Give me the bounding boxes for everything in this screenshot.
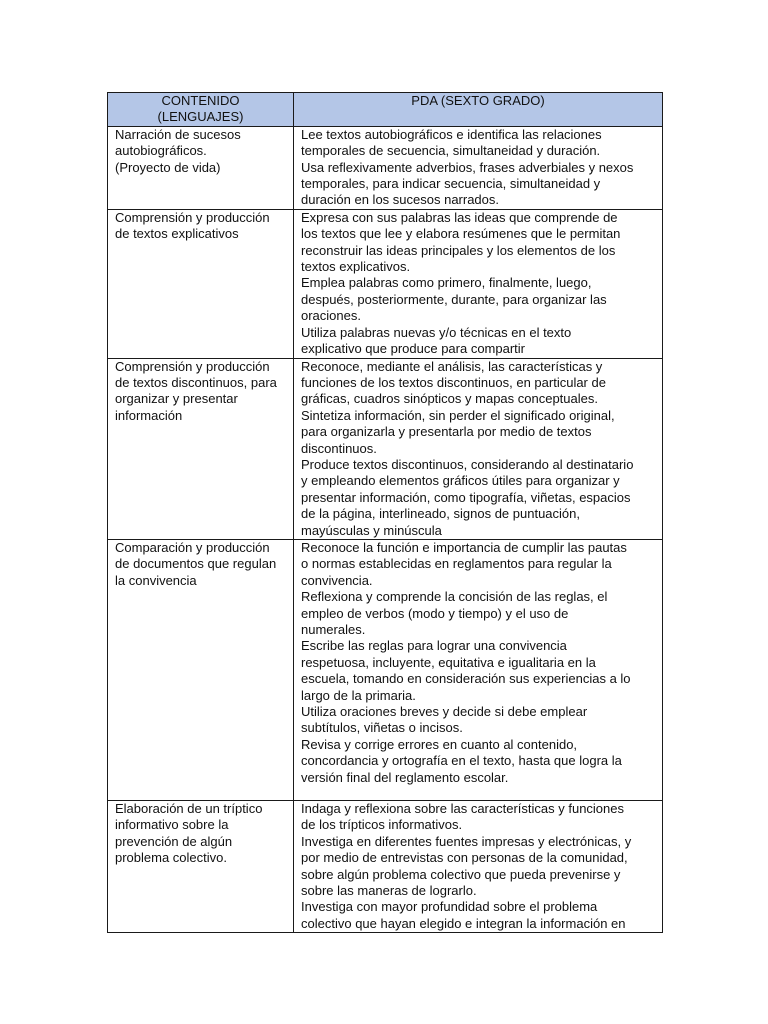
contenido-line: problema colectivo.: [115, 850, 227, 866]
pda-line: para organizarla y presentarla por medio de textos: [301, 424, 592, 440]
pda-line: Reflexiona y comprende la concisión de las reglas, el: [301, 589, 608, 605]
pda-line: Revisa y corrige errores en cuanto al contenido,: [301, 736, 578, 752]
contenido-line: organizar y presentar: [115, 391, 238, 407]
contenido-line: Narración de sucesos: [115, 126, 241, 142]
pda-cell: [294, 126, 663, 209]
contenido-line: la convivencia: [115, 572, 197, 588]
pda-line: o normas establecidas en reglamentos para regular la: [301, 556, 612, 572]
pda-line: Indaga y reflexiona sobre las características y funciones: [301, 800, 625, 816]
pda-line: discontinuos.: [301, 440, 377, 456]
pda-line: Investiga con mayor profundidad sobre el problema: [301, 899, 598, 915]
pda-line: Escribe las reglas para lograr una convivencia: [301, 638, 567, 654]
pda-line: explicativo que produce para compartir: [301, 341, 526, 357]
pda-cell: [294, 209, 663, 358]
pda-line: gráficas, cuadros sinópticos y mapas conceptuales.: [301, 391, 598, 407]
pda-line: después, posteriormente, durante, para organizar las: [301, 291, 607, 307]
pda-line: Utiliza palabras nuevas y/o técnicas en el texto: [301, 324, 572, 340]
contenido-cell: [108, 126, 294, 209]
contenido-line: informativo sobre la: [115, 817, 229, 833]
table-row: [108, 800, 663, 932]
contenido-line: Comparación y producción: [115, 539, 270, 555]
contenido-line: prevención de algún: [115, 833, 233, 849]
table-row: [108, 539, 663, 800]
pda-line: textos explicativos.: [301, 259, 411, 275]
pda-line: por medio de entrevistas con personas de la comunidad,: [301, 850, 628, 866]
pda-cell: [294, 539, 663, 800]
pda-line: y empleando elementos gráficos útiles para organizar y: [301, 473, 620, 489]
pda-line: Usa reflexivamente adverbios, frases adverbiales y nexos: [301, 159, 634, 175]
header-contenido-line: CONTENIDO: [161, 93, 240, 108]
pda-cell: [294, 358, 663, 539]
pda-line: versión final del reglamento escolar.: [301, 769, 509, 785]
pda-line: reconstruir las ideas principales y los elementos de los: [301, 242, 616, 258]
header-contenido: [108, 93, 294, 127]
pda-line: de la página, interlineado, signos de puntuación,: [301, 506, 580, 522]
pda-line: presentar información, como tipografía, viñetas, espacios: [301, 489, 631, 505]
pda-line: Sintetiza información, sin perder el significado original,: [301, 407, 615, 423]
table-row: [108, 358, 663, 539]
contenido-cell: [108, 358, 294, 539]
contenido-cell: [108, 800, 294, 932]
contenido-line: Comprensión y producción: [115, 209, 270, 225]
contenido-cell: [108, 539, 294, 800]
pda-line: escuela, tomando en consideración sus experiencias a lo: [301, 671, 631, 687]
contenido-line: de documentos que regulan: [115, 556, 277, 572]
contenido-line: de textos discontinuos, para: [115, 374, 277, 390]
pda-line: Lee textos autobiográficos e identifica las relaciones: [301, 126, 602, 142]
table-header-row: [108, 93, 663, 127]
contenido-line: información: [115, 407, 183, 423]
pda-line: de los trípticos informativos.: [301, 817, 463, 833]
contenido-line: autobiográficos.: [115, 143, 207, 159]
contenido-line: Elaboración de un tríptico: [115, 800, 263, 816]
pda-line: empleo de verbos (modo y tiempo) y el uso de: [301, 605, 569, 621]
pda-line: temporales de secuencia, simultaneidad y duración.: [301, 143, 601, 159]
header-pda-line: PDA (SEXTO GRADO): [411, 93, 545, 108]
pda-line: numerales.: [301, 622, 366, 637]
pda-line: sobre las maneras de lograrlo.: [301, 883, 477, 898]
pda-line: los textos que lee y elabora resúmenes que le permitan: [301, 226, 621, 242]
pda-cell: [294, 800, 663, 932]
pda-line: temporales, para indicar secuencia, simultaneidad y: [301, 176, 601, 192]
pda-line: oraciones.: [301, 308, 361, 324]
pda-line: mayúsculas y minúscula: [301, 522, 442, 538]
pda-line: convivencia.: [301, 572, 373, 588]
pda-line: duración en los sucesos narrados.: [301, 192, 500, 208]
table-row: [108, 209, 663, 358]
pda-line: Utiliza oraciones breves y decide si debe emplear: [301, 704, 588, 720]
header-pda: [294, 93, 663, 127]
header-contenido-line: (LENGUAJES): [157, 109, 244, 125]
pda-line: Investiga en diferentes fuentes impresas y electrónicas, y: [301, 833, 632, 849]
pda-line: sobre algún problema colectivo que pueda prevenirse y: [301, 866, 621, 882]
pda-line: Reconoce, mediante el análisis, las características y: [301, 358, 603, 374]
pda-line: colectivo que hayan elegido e integran la información en: [301, 915, 626, 931]
pda-line: subtítulos, viñetas o incisos.: [301, 720, 463, 736]
contenido-line: (Proyecto de vida): [115, 159, 221, 175]
pda-line: Reconoce la función e importancia de cumplir las pautas: [301, 539, 627, 555]
contenido-line: de textos explicativos: [115, 226, 239, 242]
pda-line: Produce textos discontinuos, considerando al destinatario: [301, 456, 634, 472]
pda-line: concordancia y ortografía en el texto, hasta que logra la: [301, 753, 622, 769]
pda-line: largo de la primaria.: [301, 687, 416, 703]
pda-line: respetuosa, incluyente, equitativa e igualitaria en la: [301, 654, 596, 670]
pda-table: [107, 92, 663, 933]
contenido-line: Comprensión y producción: [115, 358, 270, 374]
contenido-cell: [108, 209, 294, 358]
pda-line: funciones de los textos discontinuos, en particular de: [301, 374, 606, 390]
table-row: [108, 126, 663, 209]
pda-line: Expresa con sus palabras las ideas que comprende de: [301, 209, 618, 225]
pda-line: Emplea palabras como primero, finalmente, luego,: [301, 275, 592, 291]
